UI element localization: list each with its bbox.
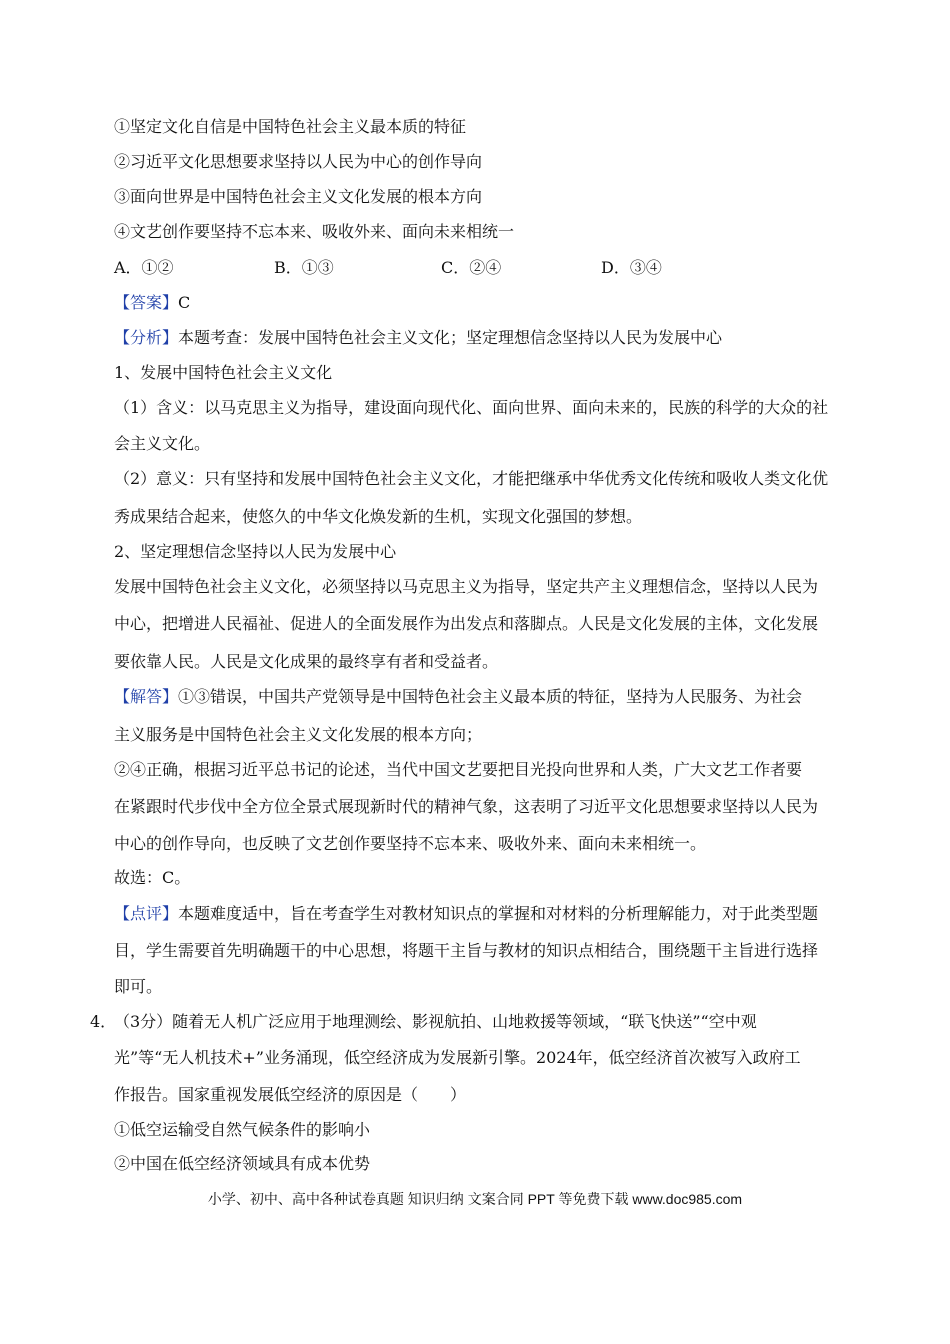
analysis-text: 1、发展中国特色社会主义文化 (114, 363, 333, 382)
q3-statement-1: ①坚定文化自信是中国特色社会主义最本质的特征 (114, 117, 467, 136)
q4-stem: 光”等“无人机技术+”业务涌现，低空经济成为发展新引擎。2024年，低空经济首次被写入政府工 (114, 1048, 801, 1067)
comment-first: 本题难度适中，旨在考查学生对教材知识点的掌握和对材料的分析理解能力，对于此类型题 (178, 904, 819, 923)
solution-text: 主义服务是中国特色社会主义文化发展的根本方向； (114, 725, 483, 744)
analysis-tag: 【分析】 (114, 328, 179, 347)
question-number: 4． (90, 1012, 117, 1031)
q4-statement-1: ①低空运输受自然气候条件的影响小 (114, 1120, 371, 1139)
option-b: B．①③ (274, 258, 334, 277)
analysis-text: 中心，把增进人民福祉、促进人的全面发展作为出发点和落脚点。人民是文化发展的主体，文化发展 (114, 614, 819, 633)
answer-value: C (178, 293, 191, 312)
analysis-text: 会主义文化。 (114, 434, 211, 453)
comment-tag: 【点评】 (114, 904, 179, 923)
option-a: A．①② (114, 258, 174, 277)
comment-text: 目，学生需要首先明确题干的中心思想，将题干主旨与教材的知识点相结合，围绕题干主旨进行选择 (114, 941, 819, 960)
solution-text: 在紧跟时代步伐中全方位全景式展现新时代的精神气象，这表明了习近平文化思想要求坚持以人民为 (114, 797, 819, 816)
q4-statement-2: ②中国在低空经济领域具有成本优势 (114, 1154, 371, 1173)
q3-statement-3: ③面向世界是中国特色社会主义文化发展的根本方向 (114, 187, 483, 206)
option-c: C．②④ (441, 258, 502, 277)
analysis-text: 发展中国特色社会主义文化，必须坚持以马克思主义为指导，坚定共产主义理想信念，坚持以人民为 (114, 577, 819, 596)
analysis-text: 2、坚定理想信念坚持以人民为发展中心 (114, 542, 397, 561)
q3-statement-2: ②习近平文化思想要求坚持以人民为中心的创作导向 (114, 152, 483, 171)
solution-text: ②④正确，根据习近平总书记的论述，当代中国文艺要把目光投向世界和人类，广大文艺工作者要 (114, 760, 803, 779)
analysis-line (114, 326, 722, 350)
solution-first: ①③错误，中国共产党领导是中国特色社会主义最本质的特征，坚持为人民服务、为社会 (178, 687, 803, 706)
q3-statement-4: ④文艺创作要坚持不忘本来、吸收外来、面向未来相统一 (114, 222, 515, 241)
analysis-text: （1）含义：以马克思主义为指导，建设面向现代化、面向世界、面向未来的，民族的科学的大众的社 (114, 398, 829, 417)
answer-tag: 【答案】 (114, 293, 179, 312)
solution-text: 中心的创作导向，也反映了文艺创作要坚持不忘本来、吸收外来、面向未来相统一。 (114, 834, 707, 853)
analysis-text: 要依靠人民。人民是文化成果的最终享有者和受益者。 (114, 652, 499, 671)
solution-line (114, 685, 802, 709)
answer-line (114, 291, 190, 315)
comment-text: 即可。 (114, 977, 163, 996)
comment-line (114, 902, 818, 926)
solution-text: 故选：C。 (114, 868, 191, 887)
analysis-text: （2）意义：只有坚持和发展中国特色社会主义文化，才能把继承中华优秀文化传统和吸收人类文化优 (114, 469, 829, 488)
solution-tag: 【解答】 (114, 687, 179, 706)
q4-stem: （3分）随着无人机广泛应用于地理测绘、影视航拍、山地救援等领域，“联飞快送”“空中观 (114, 1012, 757, 1031)
option-d: D．③④ (601, 258, 662, 277)
page-footer: 小学、初中、高中各种试卷真题 知识归纳 文案合同 PPT 等免费下载 www.doc985.com (207, 1191, 743, 1207)
analysis-text: 秀成果结合起来，使悠久的中华文化焕发新的生机，实现文化强国的梦想。 (114, 507, 643, 526)
q4-stem: 作报告。国家重视发展低空经济的原因是（ ） (114, 1085, 467, 1104)
analysis-intro: 本题考查：发展中国特色社会主义文化；坚定理想信念坚持以人民为发展中心 (178, 328, 723, 347)
